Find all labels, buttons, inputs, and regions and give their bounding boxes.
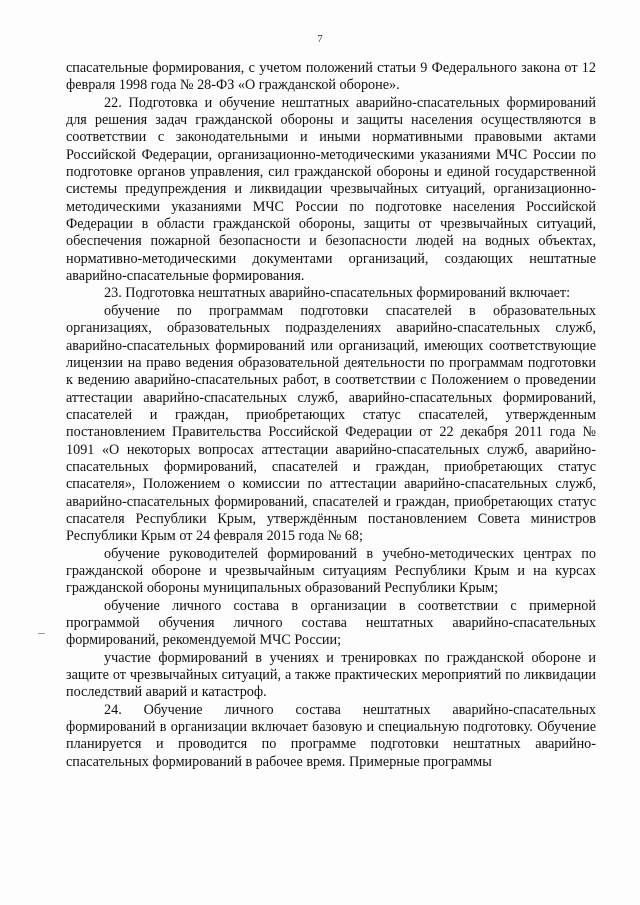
paragraph-item-23: 23. Подготовка нештатных аварийно-спасательных формирований включает: bbox=[104, 285, 571, 302]
margin-mark bbox=[38, 633, 45, 634]
page-number: 7 bbox=[317, 33, 323, 45]
paragraph-leader-training: обучение руководителей формирований в учебно-методических центрах по гражданской обороне и чрезвычайным ситуациям Республики Крым и на курсах гражданской обороны муниципальных образований Республики Крым; bbox=[66, 545, 596, 597]
paragraph-exercises: участие формирований в учениях и тренировках по гражданской обороне и защите от чрезвычайных ситуаций, а также практических мероприятий по ликвидации последствий аварий и катастроф. bbox=[66, 649, 596, 701]
paragraph-item-22: 22. Подготовка и обучение нештатных аварийно-спасательных формирований для решения задач гражданской обороны и защиты населения осуществляются в соответствии с законодательными и иными нормативными правовыми актами Российской Федерации, организационно-методическими указаниями МЧС России по подготовке органов управления, сил гражданской обороны и единой государственной системы предупреждения и ликвидации чрезвычайных ситуаций, организационно-методическими указаниями МЧС России по подготовке населения Российской Федерации в области гражданской обороны, защиты от чрезвычайных ситуаций, обеспечения пожарной безопасности и безопасности людей на водных объектах, нормативно-методическими документами организаций, создающих нештатные аварийно-спасательные формирования. bbox=[66, 94, 596, 285]
paragraph-rescuer-training: обучение по программам подготовки спасателей в образовательных организациях, образовательных подразделениях аварийно-спасательных служб, аварийно-спасательных формирований или организаций, имеющих соответствующие лицензии на право ведения образовательной деятельности по программам подготовки к ведению аварийно-спасательных работ, в соответствии с Положением о проведении аттестации аварийно-спасательных служб, аварийно-спасательных формирований, спасателей и граждан, приобретающих статус спасателей, утвержденным постановлением Правительства Российской Федерации от 22 декабря 2011 года № 1091 «О некоторых вопросах аттестации аварийно-спасательных служб, аварийно-спасательных формирований, спасателей и граждан, приобретающих статус спасателя», Положением о комиссии по аттестации аварийно-спасательных служб, аварийно-спасательных формирований, спасателей и граждан, приобретающих статус спасателя Республики Крым, утверждённым постановлением Совета министров Республики Крым от 24 февраля 2015 года № 68; bbox=[66, 302, 596, 545]
document-body bbox=[66, 60, 596, 771]
paragraph-continuation: спасательные формирования, с учетом положений статьи 9 Федерального закона от 12 февраля 1998 года № 28-ФЗ «О гражданской обороне». bbox=[66, 60, 596, 94]
paragraph-item-24: 24. Обучение личного состава нештатных аварийно-спасательных формирований в организации включает базовую и специальную подготовку. Обучение планируется и проводится по программе подготовки нештатных аварийно-спасательных формирований в рабочее время. Примерные программы bbox=[66, 701, 596, 770]
paragraph-staff-training: обучение личного состава в организации в соответствии с примерной программой обучения личного состава нештатных аварийно-спасательных формирований, рекомендуемой МЧС России; bbox=[66, 597, 596, 649]
